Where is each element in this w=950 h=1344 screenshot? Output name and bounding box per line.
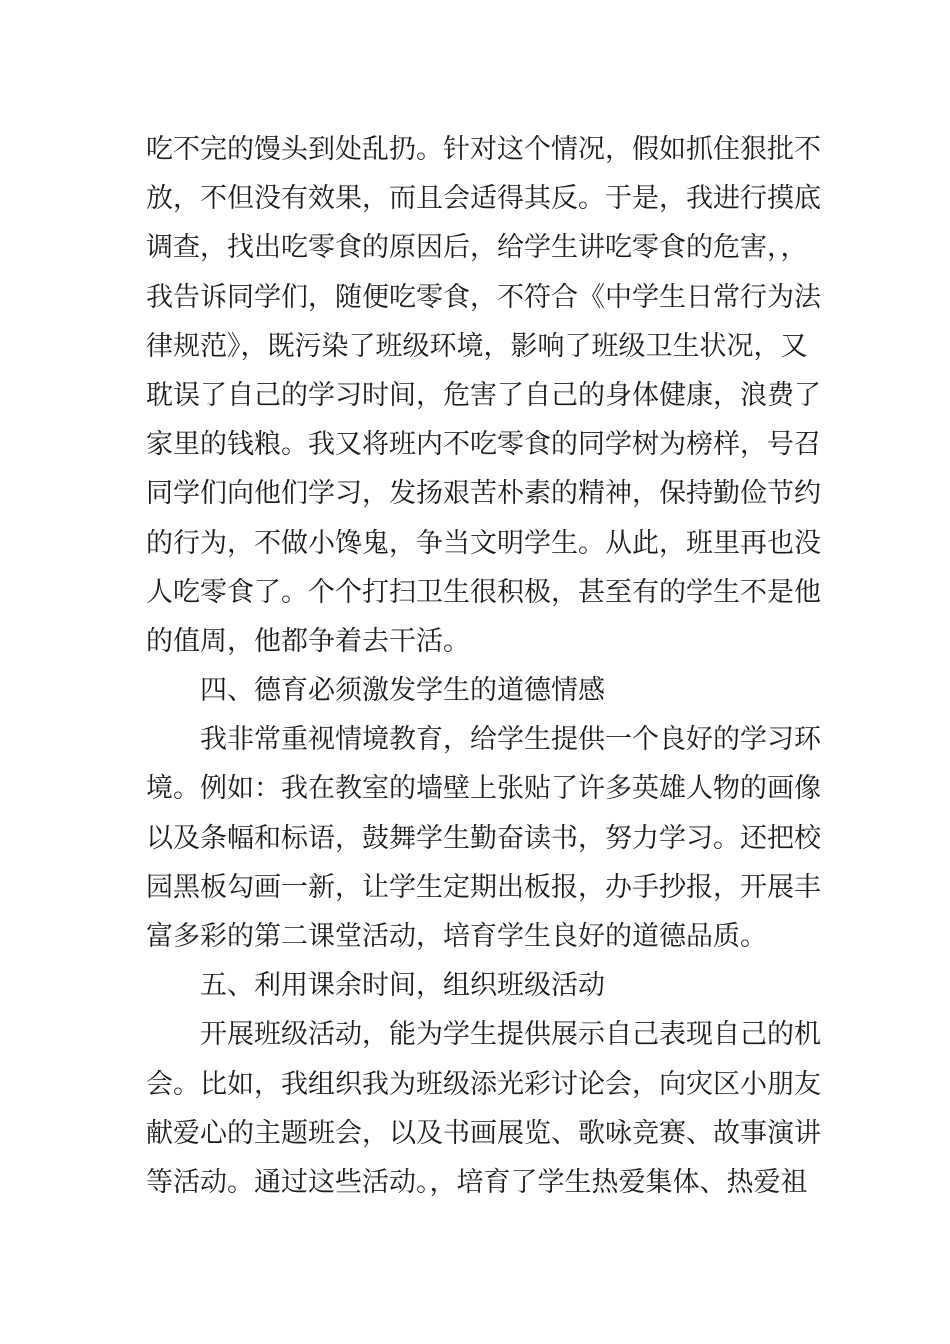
body-text (146, 125, 821, 1207)
text-line: 等活动。通过这些活动。，培育了学生热爱集体、热爱祖 (146, 1166, 808, 1198)
text-line: 会。比如，我组织我为班级添光彩讨论会，向灾区小朋友 (146, 1068, 821, 1100)
text-line: 四、德育必须激发学生的道德情感 (200, 675, 605, 707)
text-line: 耽误了自己的学习时间，危害了自己的身体健康，浪费了 (146, 379, 821, 411)
text-line: 我非常重视情境教育，给学生提供一个良好的学习环 (200, 724, 821, 756)
text-line: 开展班级活动，能为学生提供展示自己表现自己的机 (200, 1019, 821, 1051)
text-line: 以及条幅和标语，鼓舞学生勤奋读书，努力学习。还把校 (146, 822, 821, 854)
text-line: 富多彩的第二课堂活动，培育学生良好的道德品质。 (146, 921, 767, 952)
text-line: 律规范》，既污染了班级环境，影响了班级卫生状况，又 (146, 330, 808, 362)
text-line: 境。例如：我在教室的墙壁上张贴了许多英雄人物的画像 (146, 773, 821, 805)
text-line: 放，不但没有效果，而且会适得其反。于是，我进行摸底 (146, 183, 821, 215)
text-line: 献爱心的主题班会，以及书画展览、歌咏竞赛、故事演讲 (146, 1117, 821, 1149)
text-line: 家里的钱粮。我又将班内不吃零食的同学树为榜样，号召 (146, 429, 821, 461)
text-line: 人吃零食了。个个打扫卫生很积极，甚至有的学生不是他 (146, 576, 821, 608)
text-line: 吃不完的馒头到处乱扔。针对这个情况，假如抓住狠批不 (146, 134, 821, 165)
text-line: 调查，找出吃零食的原因后，给学生讲吃零食的危害，， (146, 232, 808, 264)
text-line: 的值周，他都争着去干活。 (146, 625, 470, 657)
text-line: 园黑板勾画一新，让学生定期出板报，办手抄报，开展丰 (146, 871, 821, 903)
text-line: 的行为，不做小馋鬼，争当文明学生。从此，班里再也没 (146, 527, 821, 559)
text-line: 同学们向他们学习，发扬艰苦朴素的精神，保持勤俭节约 (146, 478, 821, 510)
text-line: 五、利用课余时间，组织班级活动 (200, 970, 605, 1002)
text-line: 我告诉同学们，随便吃零食，不符合《中学生日常行为法 (146, 281, 821, 313)
